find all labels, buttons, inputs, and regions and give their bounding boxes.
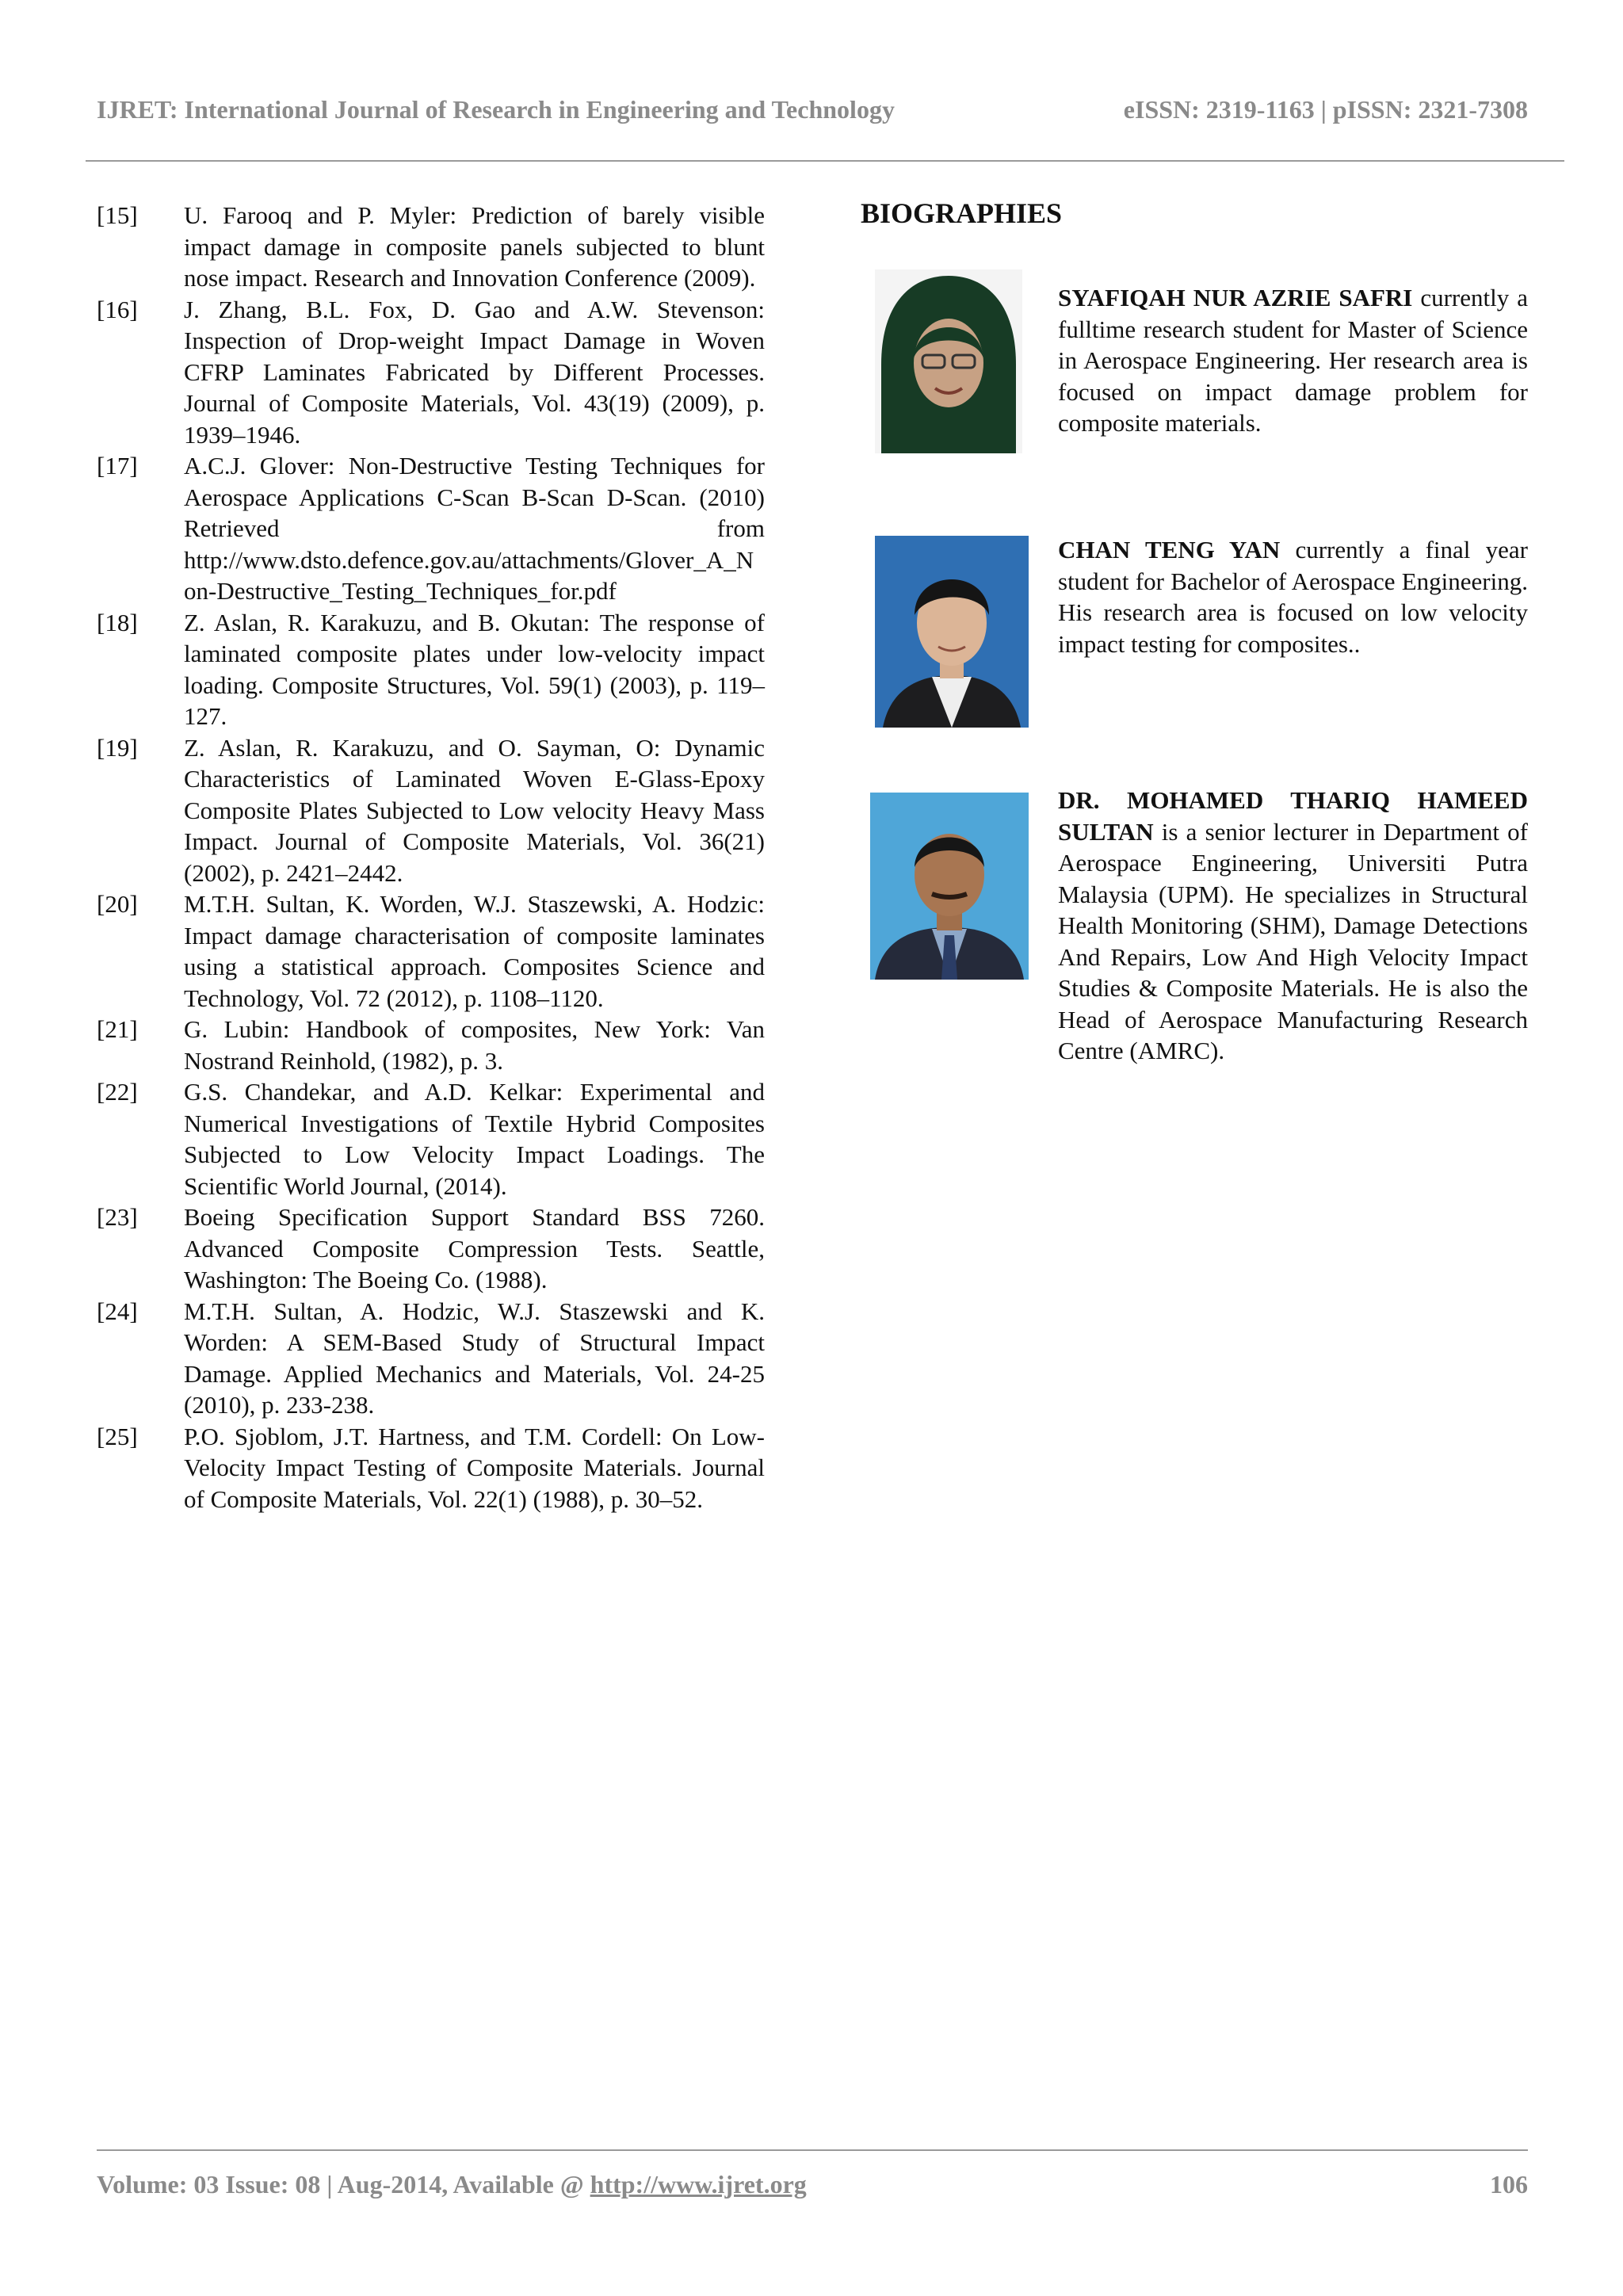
reference-number: [20] — [97, 890, 138, 918]
biography-2 — [1058, 534, 1528, 659]
author-name: SYAFIQAH NUR AZRIE SAFRI — [1058, 284, 1413, 311]
reference-text: Boeing Specification Support Standard BSS 7260. Advanced Composite Compression Tests. Seattle, Washington: The Boeing Co. (1988). — [184, 1203, 765, 1293]
page-header — [97, 95, 1528, 124]
issn-info: eISSN: 2319-1163 | pISSN: 2321-7308 — [1123, 95, 1528, 124]
reference-text: M.T.H. Sultan, A. Hodzic, W.J. Staszewski and K. Worden: A SEM-Based Study of Structural Impact Damage. Applied Mechanics and Materials, Vol. 24-25 (2010), p. 233-238. — [184, 1297, 765, 1419]
biographies-heading: BIOGRAPHIES — [861, 197, 1063, 229]
biography-text: currently a final year student for Bachelor of Aerospace Engineering. His research area is focused on low velocity impact testing for composites.. — [1058, 536, 1528, 658]
footer-text: Volume: 03 Issue: 08 | Aug-2014, Available @ — [97, 2170, 590, 2199]
reference-item — [97, 1296, 765, 1421]
reference-text: Z. Aslan, R. Karakuzu, and B. Okutan: The response of laminated composite plates under low-velocity impact loading. Composite Structures, Vol. 59(1) (2003), p. 119–127. — [184, 608, 765, 730]
reference-text: J. Zhang, B.L. Fox, D. Gao and A.W. Stevenson: Inspection of Drop-weight Impact Damage in Woven CFRP Laminates Fabricated by Different Processes. Journal of Composite Materials, Vol. 43(19) (2009), p. 1939–1946. — [184, 295, 765, 449]
reference-text: Z. Aslan, R. Karakuzu, and O. Sayman, O: Dynamic Characteristics of Laminated Woven E-Glass-Epoxy Composite Plates Subjected to Low velocity Heavy Mass Impact. Journal of Composite Materials, Vol. 36(21) (2002), p. 2421–2442. — [184, 733, 765, 887]
reference-text: A.C.J. Glover: Non-Destructive Testing Techniques for Aerospace Applications C-Scan B-Scan D-Scan. (2010) Retrieved from http://www.dsto.defence.gov.au/attachments/Glover_A_Non-Destructive_Testing_Techniques_for.pdf — [184, 452, 765, 605]
reference-item — [97, 200, 765, 294]
author-name: CHAN TENG YAN — [1058, 536, 1281, 563]
reference-number: [22] — [97, 1078, 138, 1106]
reference-number: [25] — [97, 1422, 138, 1450]
reference-item — [97, 1076, 765, 1201]
reference-item — [97, 607, 765, 732]
biography-text: is a senior lecturer in Department of Aerospace Engineering, Universiti Putra Malaysia (UPM). He specializes in Structural Health Monitoring (SHM), Damage Detections And Repairs, Low And High Velocity Impact Studies & Composite Materials. He is also the Head of Aerospace Manufacturing Research Centre (AMRC). — [1058, 817, 1528, 1064]
reference-list — [97, 200, 765, 1515]
reference-item — [97, 732, 765, 889]
biography-1 — [1058, 282, 1528, 439]
footer-divider — [97, 2149, 1528, 2151]
author-name: DR. MOHAMED THARIQ HAMEED SULTAN — [1058, 786, 1528, 846]
reference-item — [97, 450, 765, 607]
journal-website-link[interactable]: http://www.ijret.org — [590, 2170, 807, 2199]
author-photo-3 — [870, 793, 1029, 980]
author-photo-1 — [875, 269, 1022, 453]
reference-number: [23] — [97, 1203, 138, 1231]
reference-number: [21] — [97, 1015, 138, 1043]
reference-text: U. Farooq and P. Myler: Prediction of barely visible impact damage in composite panels subjected to blunt nose impact. Research and Innovation Conference (2009). — [184, 201, 765, 292]
reference-item — [97, 1201, 765, 1296]
reference-text: G. Lubin: Handbook of composites, New York: Van Nostrand Reinhold, (1982), p. 3. — [184, 1015, 765, 1075]
reference-item — [97, 294, 765, 451]
reference-item — [97, 888, 765, 1014]
author-photo-2 — [875, 536, 1029, 728]
journal-title: IJRET: International Journal of Research in Engineering and Technology — [97, 95, 895, 124]
biography-text: currently a fulltime research student for Master of Science in Aerospace Engineering. Her research area is focused on impact damage problem for composite materials. — [1058, 284, 1528, 437]
reference-text: P.O. Sjoblom, J.T. Hartness, and T.M. Cordell: On Low-Velocity Impact Testing of Composite Materials. Journal of Composite Materials, Vol. 22(1) (1988), p. 30–52. — [184, 1422, 765, 1513]
footer-volume-info — [97, 2170, 807, 2199]
page-number: 106 — [1490, 2170, 1528, 2199]
reference-text: M.T.H. Sultan, K. Worden, W.J. Staszewski, A. Hodzic: Impact damage characterisation of composite laminates using a statistical approach. Composites Science and Technology, Vol. 72 (2012), p. 1108–1120. — [184, 890, 765, 1012]
biography-3 — [1058, 785, 1528, 1067]
reference-number: [18] — [97, 608, 138, 636]
reference-item — [97, 1421, 765, 1515]
reference-text: G.S. Chandekar, and A.D. Kelkar: Experimental and Numerical Investigations of Textile Hybrid Composites Subjected to Low Velocity Impact Loadings. The Scientific World Journal, (2014). — [184, 1078, 765, 1200]
reference-number: [19] — [97, 733, 138, 762]
reference-number: [15] — [97, 201, 138, 229]
reference-number: [24] — [97, 1297, 138, 1325]
reference-item — [97, 1014, 765, 1076]
reference-number: [16] — [97, 295, 138, 323]
header-divider — [86, 160, 1564, 162]
reference-number: [17] — [97, 452, 138, 479]
